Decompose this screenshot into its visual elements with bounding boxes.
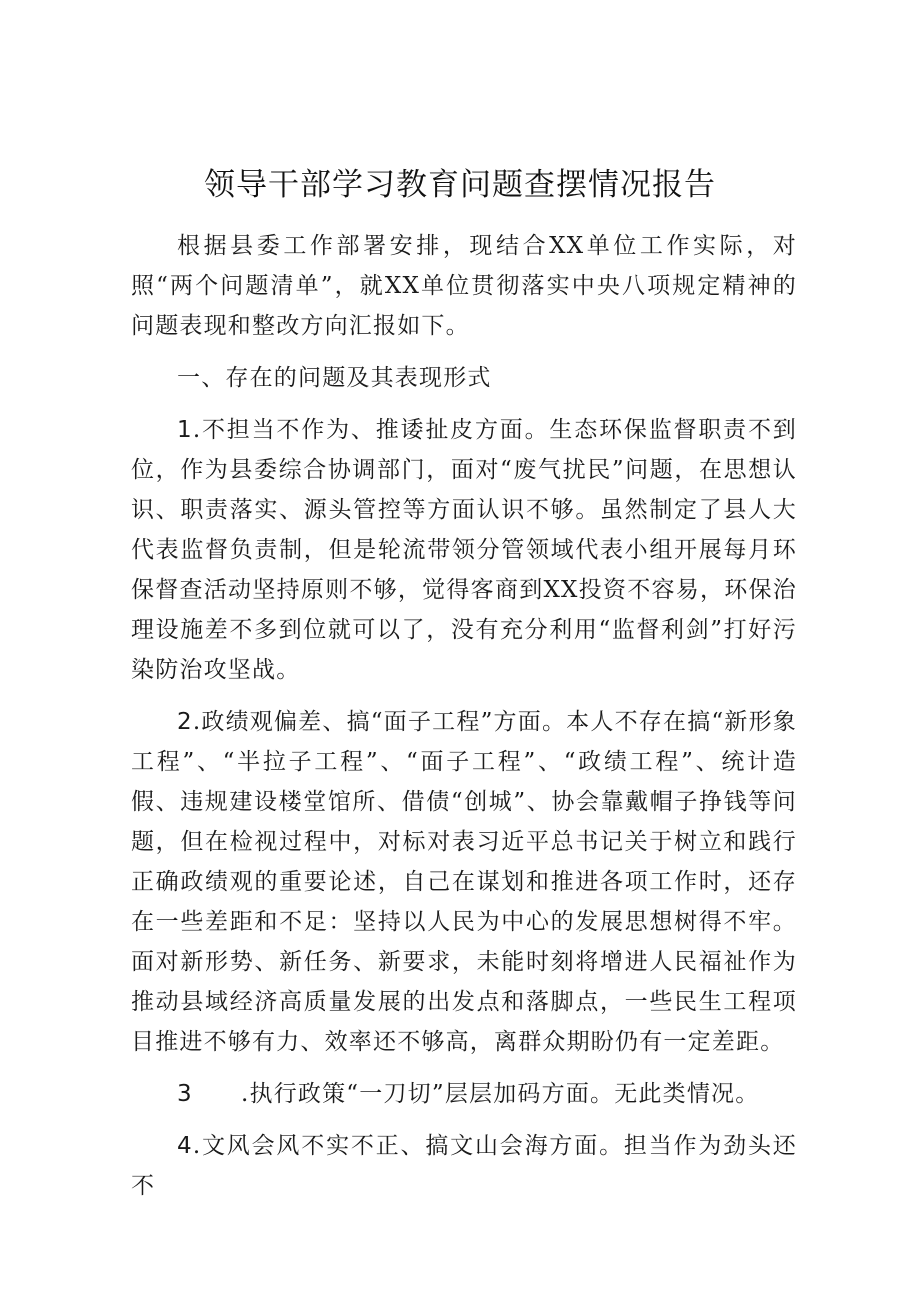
item-text: .文风会风不实不正、搞文山会海方面。担当作为劲头还不 — [131, 1133, 797, 1199]
item-number: 2 — [177, 709, 193, 735]
document-body — [131, 226, 797, 1206]
item-number: 1 — [177, 417, 193, 443]
document-title: 领导干部学习教育问题查摆情况报告 — [204, 167, 716, 203]
item-text: .不担当不作为、推诿扯皮方面。生态环保监督职责不到位，作为县委综合协调部门，面对“废气扰民”问题，在思想认识、职责落实、源头管控等方面认识不够。虽然制定了县人大代表监督负责制，但是轮流带领分管领域代表小组开展每月环保督查活动坚持原则不够，觉得客商到XX投资不容易，环保治理设施差不多到位就可以了，没有充分利用“监督利剑”打好污染防治攻坚战。 — [131, 417, 797, 683]
item-text: .执行政策“一刀切”层层加码方面。无此类情况。 — [241, 1081, 760, 1107]
item-text: .政绩观偏差、搞“面子工程”方面。本人不存在搞“新形象工程”、“半拉子工程”、“面子工程”、“政绩工程”、统计造假、违规建设楼堂馆所、借债“创城”、协会靠戴帽子挣钱等问题，但在检视过程中，对标对表习近平总书记关于树立和践行正确政绩观的重要论述，自己在谋划和推进各项工作时，还存在一些差距和不足：坚持以人民为中心的发展思想树得不牢。面对新形势、新任务、新要求，未能时刻将增进人民福祉作为推动县域经济高质量发展的出发点和落脚点，一些民生工程项目推进不够有力、效率还不够高，离群众期盼仍有一定差距。 — [131, 709, 797, 1055]
list-item — [131, 1074, 797, 1114]
item-number: 3 — [177, 1081, 193, 1107]
list-item — [131, 702, 797, 1062]
item-number: 4 — [177, 1133, 193, 1159]
list-item — [131, 1126, 797, 1206]
section-heading: 一、存在的问题及其表现形式 — [177, 365, 492, 391]
intro-paragraph: 根据县委工作部署安排，现结合XX单位工作实际，对照“两个问题清单”，就XX单位贯彻落实中央八项规定精神的问题表现和整改方向汇报如下。 — [131, 233, 797, 339]
list-item — [131, 410, 797, 690]
